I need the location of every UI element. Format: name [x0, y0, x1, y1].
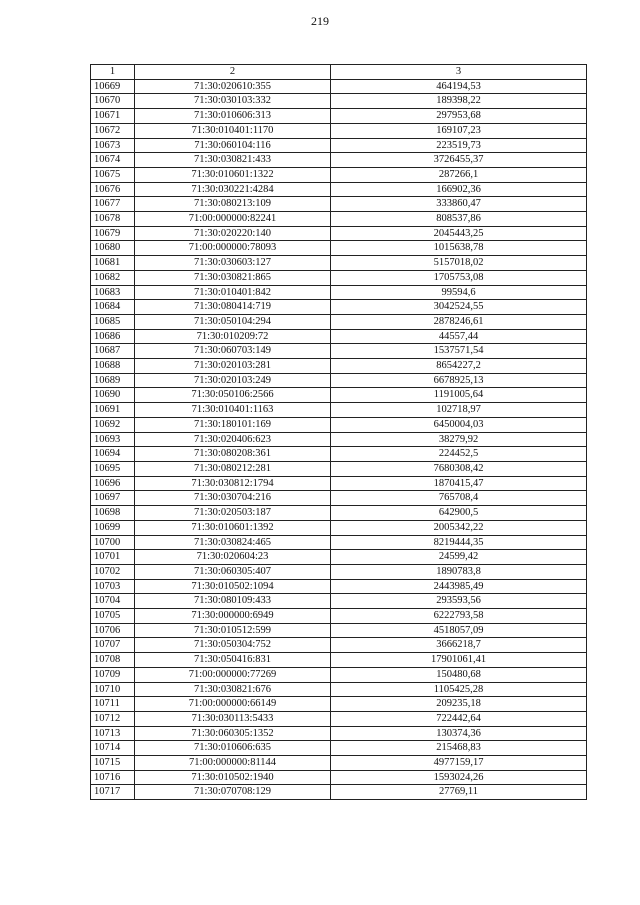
row-index-cell: 10680 — [91, 241, 135, 256]
cadastral-value-cell: 5157018,02 — [331, 256, 587, 271]
table-header-row — [91, 65, 587, 80]
cadastral-number-cell: 71:30:030812:1794 — [135, 476, 331, 491]
cadastral-value-cell: 99594,6 — [331, 285, 587, 300]
row-index-cell: 10678 — [91, 212, 135, 227]
cadastral-number-cell: 71:30:020610:355 — [135, 79, 331, 94]
cadastral-number-cell: 71:30:070708:129 — [135, 785, 331, 800]
cadastral-value-cell: 1890783,8 — [331, 564, 587, 579]
row-index-cell: 10717 — [91, 785, 135, 800]
table-row — [91, 197, 587, 212]
table-row — [91, 109, 587, 124]
cadastral-value-cell: 189398,22 — [331, 94, 587, 109]
row-index-cell: 10706 — [91, 623, 135, 638]
cadastral-value-cell: 464194,53 — [331, 79, 587, 94]
cadastral-value-cell: 293593,56 — [331, 594, 587, 609]
row-index-cell: 10675 — [91, 167, 135, 182]
cadastral-number-cell: 71:30:000000:6949 — [135, 609, 331, 624]
row-index-cell: 10692 — [91, 417, 135, 432]
cadastral-number-cell: 71:30:050104:294 — [135, 314, 331, 329]
cadastral-value-cell: 4977159,17 — [331, 756, 587, 771]
cadastral-value-cell: 3042524,55 — [331, 300, 587, 315]
cadastral-value-cell: 166902,36 — [331, 182, 587, 197]
table-row — [91, 270, 587, 285]
table-row — [91, 756, 587, 771]
cadastral-value-cell: 1705753,08 — [331, 270, 587, 285]
table-row — [91, 417, 587, 432]
row-index-cell: 10686 — [91, 329, 135, 344]
column-header-cadastral-number: 2 — [135, 65, 331, 80]
table-row — [91, 594, 587, 609]
cadastral-value-cell: 224452,5 — [331, 447, 587, 462]
cadastral-number-cell: 71:30:020103:249 — [135, 373, 331, 388]
cadastral-value-cell: 765708,4 — [331, 491, 587, 506]
cadastral-value-cell: 1870415,47 — [331, 476, 587, 491]
cadastral-number-cell: 71:30:010502:1940 — [135, 770, 331, 785]
row-index-cell: 10702 — [91, 564, 135, 579]
row-index-cell: 10696 — [91, 476, 135, 491]
row-index-cell: 10704 — [91, 594, 135, 609]
row-index-cell: 10679 — [91, 226, 135, 241]
cadastral-number-cell: 71:30:030821:676 — [135, 682, 331, 697]
row-index-cell: 10674 — [91, 153, 135, 168]
cadastral-value-cell: 4518057,09 — [331, 623, 587, 638]
row-index-cell: 10708 — [91, 653, 135, 668]
cadastral-value-cell: 333860,47 — [331, 197, 587, 212]
table-row — [91, 638, 587, 653]
row-index-cell: 10684 — [91, 300, 135, 315]
cadastral-number-cell: 71:30:080414:719 — [135, 300, 331, 315]
cadastral-value-cell: 44557,44 — [331, 329, 587, 344]
row-index-cell: 10677 — [91, 197, 135, 212]
cadastral-number-cell: 71:30:030103:332 — [135, 94, 331, 109]
table-row — [91, 770, 587, 785]
cadastral-value-cell: 24599,42 — [331, 550, 587, 565]
cadastral-value-cell: 130374,36 — [331, 726, 587, 741]
table-row — [91, 94, 587, 109]
table-row — [91, 506, 587, 521]
table-row — [91, 300, 587, 315]
column-header-index: 1 — [91, 65, 135, 80]
table-row — [91, 359, 587, 374]
table-row — [91, 741, 587, 756]
cadastral-number-cell: 71:30:030603:127 — [135, 256, 331, 271]
cadastral-number-cell: 71:30:060104:116 — [135, 138, 331, 153]
row-index-cell: 10669 — [91, 79, 135, 94]
table-row — [91, 138, 587, 153]
table-row — [91, 432, 587, 447]
table-row — [91, 373, 587, 388]
cadastral-number-cell: 71:30:010601:1322 — [135, 167, 331, 182]
cadastral-number-cell: 71:30:080212:281 — [135, 461, 331, 476]
row-index-cell: 10688 — [91, 359, 135, 374]
row-index-cell: 10689 — [91, 373, 135, 388]
cadastral-number-cell: 71:30:030821:865 — [135, 270, 331, 285]
table-row — [91, 785, 587, 800]
table-row — [91, 609, 587, 624]
cadastral-value-cell: 6222793,58 — [331, 609, 587, 624]
table-row — [91, 520, 587, 535]
cadastral-number-cell: 71:30:020103:281 — [135, 359, 331, 374]
table-row — [91, 314, 587, 329]
table-body — [91, 79, 587, 799]
cadastral-number-cell: 71:30:080213:109 — [135, 197, 331, 212]
table-row — [91, 653, 587, 668]
cadastral-number-cell: 71:30:080109:433 — [135, 594, 331, 609]
table-row — [91, 388, 587, 403]
row-index-cell: 10673 — [91, 138, 135, 153]
row-index-cell: 10707 — [91, 638, 135, 653]
table-row — [91, 711, 587, 726]
table-row — [91, 447, 587, 462]
column-header-value: 3 — [331, 65, 587, 80]
table-row — [91, 461, 587, 476]
row-index-cell: 10700 — [91, 535, 135, 550]
cadastral-value-cell: 2005342,22 — [331, 520, 587, 535]
cadastral-value-cell: 1593024,26 — [331, 770, 587, 785]
cadastral-value-cell: 8654227,2 — [331, 359, 587, 374]
row-index-cell: 10711 — [91, 697, 135, 712]
cadastral-number-cell: 71:30:010502:1094 — [135, 579, 331, 594]
cadastral-value-cell: 2443985,49 — [331, 579, 587, 594]
row-index-cell: 10691 — [91, 403, 135, 418]
table-row — [91, 491, 587, 506]
cadastral-value-cell: 102718,97 — [331, 403, 587, 418]
cadastral-number-cell: 71:30:060703:149 — [135, 344, 331, 359]
row-index-cell: 10716 — [91, 770, 135, 785]
cadastral-value-cell: 1191005,64 — [331, 388, 587, 403]
table-row — [91, 182, 587, 197]
table-row — [91, 726, 587, 741]
row-index-cell: 10690 — [91, 388, 135, 403]
cadastral-value-cell: 8219444,35 — [331, 535, 587, 550]
row-index-cell: 10672 — [91, 123, 135, 138]
row-index-cell: 10671 — [91, 109, 135, 124]
cadastral-number-cell: 71:30:030704:216 — [135, 491, 331, 506]
row-index-cell: 10709 — [91, 667, 135, 682]
cadastral-number-cell: 71:30:020604:23 — [135, 550, 331, 565]
table-row — [91, 476, 587, 491]
table-row — [91, 579, 587, 594]
row-index-cell: 10701 — [91, 550, 135, 565]
row-index-cell: 10676 — [91, 182, 135, 197]
cadastral-number-cell: 71:30:020503:187 — [135, 506, 331, 521]
cadastral-number-cell: 71:30:010401:842 — [135, 285, 331, 300]
table-row — [91, 226, 587, 241]
row-index-cell: 10715 — [91, 756, 135, 771]
row-index-cell: 10683 — [91, 285, 135, 300]
cadastral-number-cell: 71:30:010401:1170 — [135, 123, 331, 138]
cadastral-number-cell: 71:30:010601:1392 — [135, 520, 331, 535]
cadastral-value-cell: 297953,68 — [331, 109, 587, 124]
cadastral-number-cell: 71:30:180101:169 — [135, 417, 331, 432]
cadastral-value-cell: 223519,73 — [331, 138, 587, 153]
table-row — [91, 403, 587, 418]
cadastral-value-cell: 2045443,25 — [331, 226, 587, 241]
cadastral-value-table — [90, 64, 587, 800]
row-index-cell: 10695 — [91, 461, 135, 476]
cadastral-number-cell: 71:30:050304:752 — [135, 638, 331, 653]
table-row — [91, 329, 587, 344]
page-number: 219 — [311, 14, 329, 28]
table-row — [91, 153, 587, 168]
cadastral-number-cell: 71:30:010401:1163 — [135, 403, 331, 418]
row-index-cell: 10713 — [91, 726, 135, 741]
row-index-cell: 10694 — [91, 447, 135, 462]
cadastral-number-cell: 71:30:060305:1352 — [135, 726, 331, 741]
table-row — [91, 256, 587, 271]
cadastral-number-cell: 71:30:030821:433 — [135, 153, 331, 168]
cadastral-value-cell: 1537571,54 — [331, 344, 587, 359]
cadastral-number-cell: 71:00:000000:66149 — [135, 697, 331, 712]
table-row — [91, 285, 587, 300]
cadastral-value-cell: 6450004,03 — [331, 417, 587, 432]
cadastral-value-cell: 7680308,42 — [331, 461, 587, 476]
cadastral-number-cell: 71:30:050106:2566 — [135, 388, 331, 403]
cadastral-value-cell: 3666218,7 — [331, 638, 587, 653]
row-index-cell: 10697 — [91, 491, 135, 506]
row-index-cell: 10682 — [91, 270, 135, 285]
row-index-cell: 10681 — [91, 256, 135, 271]
row-index-cell: 10699 — [91, 520, 135, 535]
row-index-cell: 10712 — [91, 711, 135, 726]
table-row — [91, 241, 587, 256]
cadastral-number-cell: 71:30:080208:361 — [135, 447, 331, 462]
cadastral-number-cell: 71:00:000000:77269 — [135, 667, 331, 682]
cadastral-value-cell: 2878246,61 — [331, 314, 587, 329]
cadastral-number-cell: 71:30:010512:599 — [135, 623, 331, 638]
row-index-cell: 10670 — [91, 94, 135, 109]
cadastral-number-cell: 71:30:060305:407 — [135, 564, 331, 579]
cadastral-number-cell: 71:30:030221:4284 — [135, 182, 331, 197]
table-row — [91, 123, 587, 138]
row-index-cell: 10714 — [91, 741, 135, 756]
cadastral-value-cell: 38279,92 — [331, 432, 587, 447]
cadastral-number-cell: 71:30:010209:72 — [135, 329, 331, 344]
row-index-cell: 10703 — [91, 579, 135, 594]
table-row — [91, 667, 587, 682]
table-row — [91, 564, 587, 579]
row-index-cell: 10710 — [91, 682, 135, 697]
table-row — [91, 697, 587, 712]
table-row — [91, 550, 587, 565]
cadastral-number-cell: 71:30:020406:623 — [135, 432, 331, 447]
cadastral-number-cell: 71:00:000000:82241 — [135, 212, 331, 227]
cadastral-number-cell: 71:30:020220:140 — [135, 226, 331, 241]
table-row — [91, 344, 587, 359]
table-row — [91, 682, 587, 697]
cadastral-number-cell: 71:30:010606:313 — [135, 109, 331, 124]
cadastral-value-cell: 1015638,78 — [331, 241, 587, 256]
cadastral-value-cell: 3726455,37 — [331, 153, 587, 168]
table-row — [91, 535, 587, 550]
cadastral-value-cell: 722442,64 — [331, 711, 587, 726]
cadastral-value-cell: 1105425,28 — [331, 682, 587, 697]
row-index-cell: 10687 — [91, 344, 135, 359]
row-index-cell: 10685 — [91, 314, 135, 329]
cadastral-value-cell: 6678925,13 — [331, 373, 587, 388]
cadastral-value-cell: 287266,1 — [331, 167, 587, 182]
table-row — [91, 623, 587, 638]
cadastral-value-cell: 17901061,41 — [331, 653, 587, 668]
row-index-cell: 10693 — [91, 432, 135, 447]
cadastral-value-cell: 808537,86 — [331, 212, 587, 227]
cadastral-value-cell: 215468,83 — [331, 741, 587, 756]
row-index-cell: 10698 — [91, 506, 135, 521]
cadastral-value-cell: 169107,23 — [331, 123, 587, 138]
cadastral-number-cell: 71:30:030824:465 — [135, 535, 331, 550]
cadastral-number-cell: 71:30:010606:635 — [135, 741, 331, 756]
table-row — [91, 212, 587, 227]
cadastral-number-cell: 71:00:000000:78093 — [135, 241, 331, 256]
cadastral-number-cell: 71:00:000000:81144 — [135, 756, 331, 771]
cadastral-value-cell: 209235,18 — [331, 697, 587, 712]
row-index-cell: 10705 — [91, 609, 135, 624]
cadastral-number-cell: 71:30:030113:5433 — [135, 711, 331, 726]
cadastral-number-cell: 71:30:050416:831 — [135, 653, 331, 668]
cadastral-value-cell: 150480,68 — [331, 667, 587, 682]
cadastral-value-cell: 642900,5 — [331, 506, 587, 521]
cadastral-value-cell: 27769,11 — [331, 785, 587, 800]
table-row — [91, 167, 587, 182]
table-row — [91, 79, 587, 94]
